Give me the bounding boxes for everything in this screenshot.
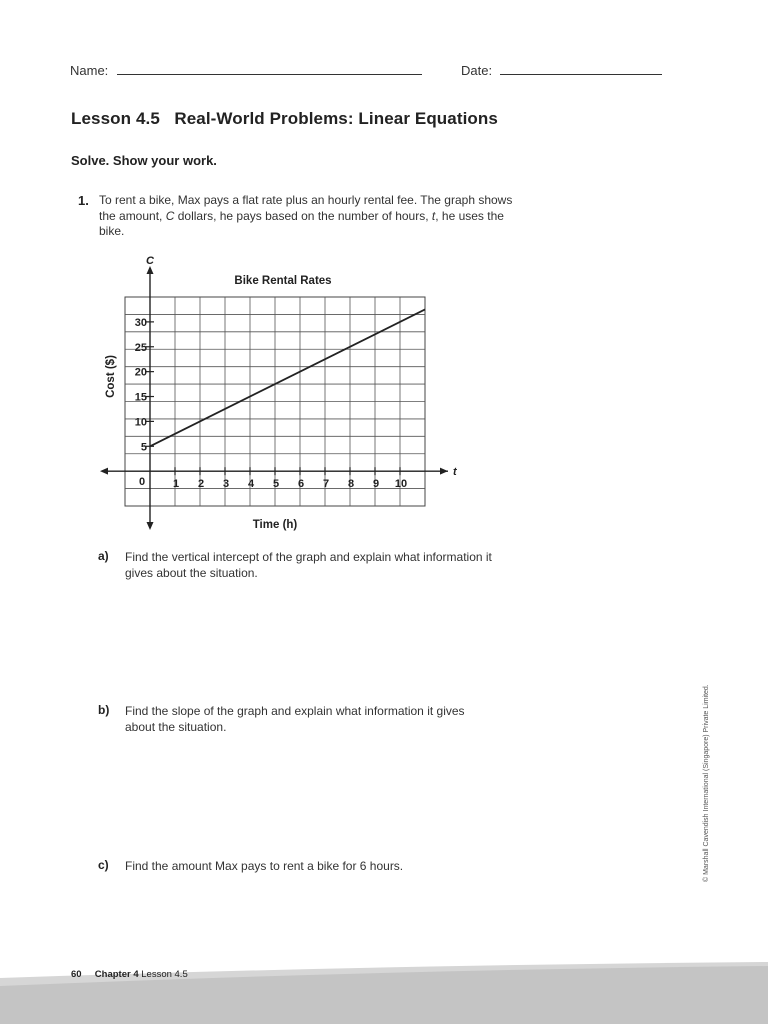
x-tick-label: 10: [394, 478, 408, 491]
x-tick-label: 8: [347, 478, 355, 491]
y-tick-label: 10: [134, 416, 147, 429]
y-axis-arrow-up: [147, 266, 154, 274]
x-tick-label: 3: [222, 478, 230, 491]
series-line: [150, 309, 425, 446]
lesson-title: Lesson 4.5 Real-World Problems: Linear Equations: [71, 109, 498, 128]
x-axis-arrow-right: [440, 468, 448, 475]
part-c-label: c): [98, 858, 109, 872]
x-tick-label: 5: [272, 478, 280, 491]
y-tick-label: 20: [134, 366, 147, 379]
y-tick-label: 25: [134, 341, 147, 354]
y-axis-variable: C: [146, 255, 154, 267]
y-tick-label: 30: [134, 316, 147, 329]
part-a-text: Find the vertical intercept of the graph and explain what information it gives about the situation.: [125, 550, 492, 580]
x-tick-label: 4: [247, 478, 255, 491]
problem-text-line-3: bike.: [99, 224, 125, 238]
chart-ticks: [135, 317, 407, 490]
part-b-label: b): [98, 703, 110, 717]
date-label: Date:: [461, 63, 493, 78]
x-axis-variable: t: [453, 466, 457, 479]
chart-title: Bike Rental Rates: [234, 275, 332, 287]
name-label: Name:: [70, 63, 109, 78]
y-axis-arrow-down: [147, 522, 154, 530]
part-a-label: a): [98, 549, 109, 563]
part-b-text: Find the slope of the graph and explain what information it gives about the situation.: [125, 704, 465, 734]
x-axis-arrow-left: [100, 468, 108, 475]
part-c-text: Find the amount Max pays to rent a bike for 6 hours.: [125, 859, 404, 873]
chart-axes: [100, 266, 448, 530]
date-field-line[interactable]: [500, 74, 662, 75]
footer-chapter: Chapter 4: [94, 969, 139, 980]
problem-text-line-1: To rent a bike, Max pays a flat rate plus an hourly rental fee. The graph shows: [99, 193, 513, 207]
x-tick-label: 2: [197, 478, 205, 491]
origin-label: 0: [138, 476, 146, 489]
x-tick-label: 9: [372, 478, 380, 491]
footer: [71, 969, 188, 980]
y-tick-label: 5: [140, 441, 147, 454]
problem-text-line-2: the amount, C dollars, he pays based on the number of hours, t, he uses the: [99, 208, 504, 223]
problem-number: 1.: [78, 193, 89, 208]
copyright-notice: © Marshall Cavendish International (Singapore) Private Limited.: [703, 684, 710, 882]
problem-text: [99, 193, 539, 240]
x-tick-label: 6: [297, 478, 305, 491]
x-tick-label: 1: [172, 478, 180, 491]
chart-series: [150, 309, 425, 446]
x-tick-label: 7: [322, 478, 330, 491]
name-field-line[interactable]: [117, 74, 422, 75]
footer-lesson: Lesson 4.5: [141, 969, 188, 980]
instruction: Solve. Show your work.: [71, 153, 217, 168]
page-number: 60: [71, 969, 82, 980]
bike-rental-chart: [90, 248, 470, 538]
y-axis-label: Cost ($): [105, 355, 117, 398]
y-tick-label: 15: [134, 391, 147, 404]
x-axis-label: Time (h): [252, 519, 298, 531]
